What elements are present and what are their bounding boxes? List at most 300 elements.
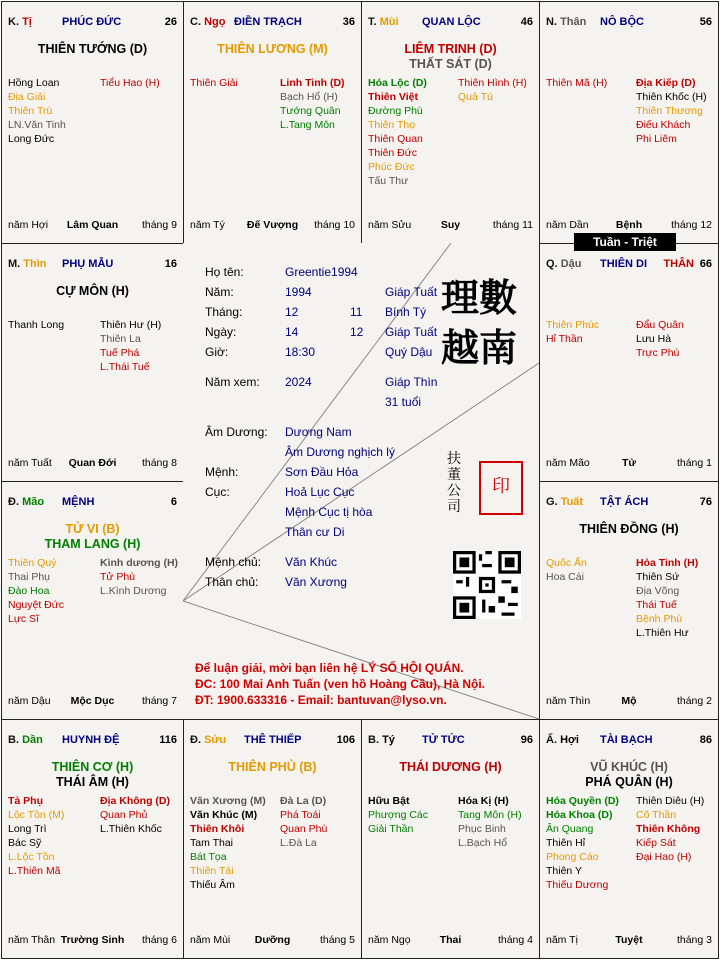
minor-star: Hóa Kị (H) <box>458 795 509 807</box>
minor-star: Địa Kiếp (D) <box>636 77 696 89</box>
contact-line-1: Để luận giải, mời bạn liên hệ LÝ SỐ HỘI QUÁN. <box>195 661 464 675</box>
minor-star: Đà La (D) <box>280 795 327 807</box>
footer-month: tháng 5 <box>319 934 355 946</box>
main-stars <box>2 284 183 299</box>
main-star: THAM LANG (H) <box>44 537 141 551</box>
footer-year: năm Sửu <box>368 219 412 231</box>
minor-star: Lưu Hà <box>636 333 672 345</box>
dai-han-number: 16 <box>164 258 177 270</box>
main-stars <box>2 42 183 57</box>
minor-star: Thiên Khôi <box>190 823 245 835</box>
than-chu-label: Thân chủ: <box>205 575 259 589</box>
minor-star: L.Đà La <box>280 837 317 849</box>
palace-footer <box>190 219 355 233</box>
chi: Thân <box>560 16 587 28</box>
ho-ten-value: Greentie1994 <box>285 265 358 279</box>
palace-header <box>546 734 712 748</box>
logo-subtitle: 扶董公司 <box>447 451 461 515</box>
can: Ấ. <box>546 734 557 746</box>
chi: Hợi <box>560 734 579 746</box>
tuoi-value: 31 tuổi <box>385 395 422 409</box>
palace-name: THIÊN DI <box>600 258 648 270</box>
cuc-label: Cục: <box>205 485 230 499</box>
footer-cycle: Suy <box>440 219 461 231</box>
footer-cycle: Tuyệt <box>615 934 643 946</box>
minor-star: Hóa Khoa (D) <box>546 809 613 821</box>
good-stars <box>546 794 619 892</box>
main-star: CỰ MÔN (H) <box>56 284 129 298</box>
minor-star: Giải Thần <box>368 823 414 835</box>
minor-star: Hồng Loan <box>8 77 60 89</box>
main-star: THẤT SÁT (D) <box>409 57 492 71</box>
minor-star: Trực Phù <box>636 347 680 359</box>
can: Q. <box>546 258 558 270</box>
palace-tuat[interactable] <box>539 481 719 720</box>
minor-star: Hóa Quyền (D) <box>546 795 619 807</box>
minor-star: Thiên Không <box>636 823 701 835</box>
can: B. <box>8 734 19 746</box>
dai-han-number: 36 <box>342 16 355 28</box>
menh-value: Sơn Đầu Hỏa <box>285 465 359 479</box>
good-stars <box>546 556 587 584</box>
palace-header <box>8 496 177 510</box>
minor-star: Phục Binh <box>458 823 506 835</box>
minor-star: Văn Khúc (M) <box>190 809 258 821</box>
palace-header <box>546 258 712 272</box>
minor-star: Văn Xương (M) <box>190 795 266 807</box>
palace-footer <box>368 219 533 233</box>
footer-month: tháng 8 <box>141 457 177 469</box>
minor-star: Thái Tuế <box>636 599 677 611</box>
cuc-relation: Mệnh Cục tị hòa <box>285 505 373 519</box>
ngay-duong-lich: 14 <box>285 325 299 339</box>
minor-star: L.Bạch Hổ <box>458 837 508 849</box>
main-star: LIÊM TRINH (D) <box>404 42 497 56</box>
cuc-value: Hoả Lục Cục <box>285 485 355 499</box>
palace-can-chi <box>190 16 225 28</box>
minor-star: Quan Phủ <box>100 809 148 821</box>
lyso-vietnam-logo: 理數越南 <box>440 275 517 370</box>
bad-stars <box>100 76 160 90</box>
main-stars <box>362 42 539 72</box>
ngay-can-chi: Giáp Tuất <box>385 325 438 339</box>
footer-month: tháng 4 <box>497 934 533 946</box>
palace-ti[interactable] <box>1 1 184 244</box>
minor-star: LN.Văn Tinh <box>8 119 66 131</box>
palace-header <box>546 16 712 30</box>
minor-star: Thiên Đức <box>368 147 418 159</box>
palace-mao[interactable] <box>1 481 184 720</box>
minor-star: Tả Phụ <box>8 795 44 807</box>
gio-can-chi: Quý Dậu <box>385 345 433 359</box>
main-star: THIÊN PHỦ (B) <box>228 760 317 774</box>
minor-star: L.Lộc Tồn <box>8 851 55 863</box>
thang-label: Tháng: <box>205 305 243 319</box>
dai-han-number: 116 <box>159 734 177 746</box>
minor-star: L.Kình Dương <box>100 585 167 597</box>
ngay-label: Ngày: <box>205 325 237 339</box>
minor-star: Thai Phụ <box>8 571 51 583</box>
footer-cycle: Đế Vượng <box>246 219 299 231</box>
minor-star: Hoa Cái <box>546 571 584 583</box>
can: G. <box>546 496 558 508</box>
minor-star: Hữu Bật <box>368 795 410 807</box>
minor-star: L.Thiên Khốc <box>100 823 162 835</box>
palace-name: HUYNH ĐỆ <box>62 734 120 746</box>
good-stars <box>546 318 599 346</box>
minor-star: Ân Quang <box>546 823 594 835</box>
minor-star: Tam Thai <box>190 837 233 849</box>
minor-star: Linh Tinh (D) <box>280 77 345 89</box>
am-duong-value: Dương Nam <box>285 425 352 439</box>
palace-can-chi <box>8 258 47 270</box>
main-star: THÁI ÂM (H) <box>56 775 129 789</box>
contact-phone-email[interactable]: ĐT: 1900.633316 - Email: bantuvan@lyso.vn. <box>195 693 447 707</box>
can: T. <box>368 16 377 28</box>
footer-year: năm Hợi <box>8 219 49 231</box>
ngay-am-lich: 12 <box>350 325 364 339</box>
footer-month: tháng 10 <box>314 219 355 231</box>
footer-cycle: Bệnh <box>615 219 643 231</box>
palace-header <box>190 16 355 30</box>
main-star: PHÁ QUÂN (H) <box>585 775 673 789</box>
minor-star: L.Thái Tuế <box>100 361 150 373</box>
bad-stars <box>458 794 522 850</box>
gio-label: Giờ: <box>205 345 229 359</box>
palace-can-chi <box>546 496 583 508</box>
minor-star: Bệnh Phù <box>636 613 683 625</box>
main-stars <box>2 760 183 790</box>
menh-label: Mệnh: <box>205 465 239 479</box>
footer-year: năm Dần <box>546 219 589 231</box>
minor-star: Thiên Trù <box>8 105 53 117</box>
minor-star: Thiên Quan <box>368 133 423 145</box>
main-star: THIÊN LƯƠNG (M) <box>217 42 328 56</box>
thang-am-lich: 11 <box>350 305 363 319</box>
footer-month: tháng 3 <box>676 934 712 946</box>
can: M. <box>8 258 21 270</box>
palace-footer <box>190 934 355 948</box>
palace-can-chi <box>8 496 44 508</box>
palace-can-chi <box>8 734 43 746</box>
qr-code-icon[interactable] <box>453 551 521 619</box>
good-stars <box>8 76 66 146</box>
thang-duong-lich: 12 <box>285 305 299 319</box>
chi: Dần <box>22 734 43 746</box>
minor-star: Thiên Quý <box>8 557 57 569</box>
minor-star: Thiên Thương <box>636 105 703 117</box>
minor-star: Đào Hoa <box>8 585 50 597</box>
minor-star: Thiên Mã (H) <box>546 77 608 89</box>
good-stars <box>8 556 64 626</box>
main-stars <box>184 42 361 57</box>
minor-star: Địa Võng <box>636 585 680 597</box>
chi: Mùi <box>379 16 399 28</box>
bad-stars <box>458 76 527 104</box>
good-stars <box>546 76 607 90</box>
chi: Dậu <box>560 258 582 270</box>
gio-value: 18:30 <box>285 345 316 359</box>
bad-stars <box>636 318 684 360</box>
minor-star: Thiên Hư (H) <box>100 319 162 331</box>
minor-star: Bác Sỹ <box>8 837 42 849</box>
palace-header <box>8 258 177 272</box>
good-stars <box>190 794 266 892</box>
main-stars <box>540 522 718 537</box>
minor-star: Thiên Khốc (H) <box>636 91 707 103</box>
than-marker: THÂN <box>663 258 694 270</box>
minor-star: Thiên Hình (H) <box>458 77 527 89</box>
palace-can-chi <box>190 734 226 746</box>
minor-star: Quốc Ấn <box>546 557 587 569</box>
minor-star: Kình dương (H) <box>100 557 179 569</box>
minor-star: Thiên Phúc <box>546 319 600 331</box>
can: B. <box>368 734 379 746</box>
good-stars <box>368 794 428 836</box>
good-stars <box>8 794 64 878</box>
footer-month: tháng 9 <box>141 219 177 231</box>
footer-month: tháng 12 <box>671 219 712 231</box>
footer-year: năm Tị <box>546 934 578 946</box>
good-stars <box>8 318 64 332</box>
main-stars <box>362 760 539 775</box>
palace-name: TÀI BẠCH <box>600 734 653 746</box>
palace-name: PHÚC ĐỨC <box>62 16 122 28</box>
minor-star: Thiên Tài <box>190 865 234 877</box>
footer-year: năm Thân <box>8 934 56 946</box>
palace-can-chi <box>546 16 586 28</box>
palace-name: NÔ BỘC <box>600 16 644 28</box>
than-chu-value: Văn Xương <box>285 575 347 589</box>
chi: Thìn <box>23 258 47 270</box>
minor-star: Lực Sĩ <box>8 613 39 625</box>
minor-star: Phá Toái <box>280 809 321 821</box>
contact-address: ĐC: 100 Mai Anh Tuấn (ven hồ Hoàng Cầu), Hà Nội. <box>195 677 486 691</box>
minor-star: L.Tang Môn <box>280 119 335 131</box>
minor-star: Tướng Quân <box>280 105 341 117</box>
footer-cycle: Tử <box>621 457 637 469</box>
tu-vi-chart <box>1 1 719 959</box>
footer-year: năm Tý <box>190 219 225 231</box>
footer-cycle: Trường Sinh <box>60 934 125 946</box>
palace-can-chi <box>546 734 579 746</box>
am-duong-label: Âm Dương: <box>205 425 268 439</box>
minor-star: Thiên Hỉ <box>546 837 586 849</box>
minor-star: Địa Không (D) <box>100 795 170 807</box>
menh-chu-label: Mệnh chủ: <box>205 555 262 569</box>
dai-han-number: 26 <box>164 16 177 28</box>
palace-header <box>546 496 712 510</box>
minor-star: Đẩu Quân <box>636 319 684 331</box>
bad-stars <box>280 76 345 132</box>
chi: Tuất <box>560 496 584 508</box>
footer-cycle: Mộc Dục <box>70 695 115 707</box>
dai-han-number: 6 <box>170 496 177 508</box>
nam-xem-can-chi: Giáp Thìn <box>385 375 438 389</box>
can: Đ. <box>8 496 19 508</box>
main-star: TỬ VI (B) <box>65 522 120 536</box>
minor-star: Thiếu Âm <box>190 879 235 891</box>
bad-stars <box>636 76 707 146</box>
palace-hoi[interactable] <box>539 719 719 959</box>
can: Đ. <box>190 734 201 746</box>
footer-cycle: Quan Đới <box>68 457 117 469</box>
minor-star: Long Đức <box>8 133 55 145</box>
footer-month: tháng 11 <box>492 219 533 231</box>
dai-han-number: 96 <box>520 734 533 746</box>
chi: Tị <box>22 16 32 28</box>
palace-footer <box>546 219 712 233</box>
main-stars <box>2 522 183 552</box>
minor-star: Thiên Việt <box>368 91 418 103</box>
minor-star: Điếu Khách <box>636 119 691 131</box>
nam-label: Năm: <box>205 285 234 299</box>
palace-thin[interactable] <box>1 243 184 482</box>
good-stars <box>190 76 238 90</box>
footer-year: năm Tuất <box>8 457 52 469</box>
palace-footer <box>546 695 712 709</box>
menh-chu-value: Văn Khúc <box>285 555 338 569</box>
footer-month: tháng 2 <box>676 695 712 707</box>
bad-stars <box>636 794 704 864</box>
nam-xem-value: 2024 <box>285 375 312 389</box>
palace-name: THÊ THIẾP <box>244 734 302 746</box>
minor-star: Hỏa Tinh (H) <box>636 557 699 569</box>
nam-xem-label: Năm xem: <box>205 375 260 389</box>
minor-star: Phượng Các <box>368 809 429 821</box>
palace-footer <box>368 934 533 948</box>
minor-star: Tấu Thư <box>368 175 409 187</box>
footer-year: năm Ngọ <box>368 934 411 946</box>
minor-star: Kiếp Sát <box>636 837 676 849</box>
palace-footer <box>8 695 177 709</box>
palace-header <box>8 16 177 30</box>
palace-ty[interactable] <box>361 719 540 959</box>
chi: Tý <box>382 734 395 746</box>
chi: Mão <box>22 496 45 508</box>
can: K. <box>8 16 19 28</box>
palace-can-chi <box>368 16 399 28</box>
bad-stars <box>280 794 327 850</box>
red-seal-stamp: 印 <box>479 461 523 515</box>
minor-star: Hóa Lộc (D) <box>368 77 427 89</box>
footer-month: tháng 6 <box>141 934 177 946</box>
minor-star: Thiếu Dương <box>546 879 609 891</box>
bad-stars <box>636 556 698 640</box>
footer-year: năm Thìn <box>546 695 591 707</box>
minor-star: Long Trì <box>8 823 47 835</box>
minor-star: Tuế Phá <box>100 347 140 359</box>
footer-year: năm Dậu <box>8 695 51 707</box>
dai-han-number: 76 <box>699 496 712 508</box>
footer-cycle: Mộ <box>621 695 637 707</box>
thang-can-chi: Bính Tý <box>385 305 427 319</box>
minor-star: L.Thiên Hư <box>636 627 689 639</box>
minor-star: L.Thiên Mã <box>8 865 61 877</box>
palace-footer <box>546 457 712 471</box>
main-star: THIÊN CƠ (H) <box>51 760 134 774</box>
main-star: THIÊN TƯỚNG (D) <box>37 42 148 56</box>
minor-star: Thiên Giải <box>190 77 238 89</box>
minor-star: Thiên Thọ <box>368 119 416 131</box>
footer-cycle: Lâm Quan <box>66 219 119 231</box>
footer-cycle: Thai <box>439 934 462 946</box>
palace-footer <box>8 457 177 471</box>
minor-star: Thanh Long <box>8 319 65 331</box>
main-star: THÁI DƯƠNG (H) <box>399 760 502 774</box>
minor-star: Lộc Tồn (M) <box>8 809 65 821</box>
palace-can-chi <box>546 258 581 270</box>
palace-name: PHỤ MẪU <box>62 258 114 270</box>
dai-han-number: 56 <box>699 16 712 28</box>
minor-star: Cô Thần <box>636 809 677 821</box>
footer-month: tháng 7 <box>141 695 177 707</box>
dai-han-number: 66 <box>699 258 712 270</box>
palace-mui[interactable] <box>361 1 540 244</box>
main-stars <box>184 760 361 775</box>
minor-star: Bát Tọa <box>190 851 227 863</box>
nam-can-chi: Giáp Tuất <box>385 285 438 299</box>
minor-star: Tử Phù <box>100 571 136 583</box>
minor-star: Phúc Đức <box>368 161 415 173</box>
minor-star: Quả Tú <box>458 91 493 103</box>
than-cu: Thân cư Di <box>285 525 345 539</box>
minor-star: Nguyệt Đức <box>8 599 65 611</box>
main-stars <box>540 760 718 790</box>
palace-dan[interactable] <box>1 719 184 959</box>
bad-stars <box>100 794 170 836</box>
dai-han-number: 46 <box>520 16 533 28</box>
main-star: THIÊN ĐỒNG (H) <box>579 522 679 536</box>
minor-star: Thiên Diêu (H) <box>636 795 705 807</box>
palace-header <box>368 16 533 30</box>
minor-star: Thiên Sứ <box>636 571 680 583</box>
palace-than[interactable] <box>539 1 719 244</box>
tuan-triet-badge: Tuần - Triệt <box>574 233 676 251</box>
bad-stars <box>100 318 161 374</box>
minor-star: Tang Môn (H) <box>458 809 522 821</box>
can: C. <box>190 16 201 28</box>
palace-header <box>8 734 177 748</box>
can: N. <box>546 16 557 28</box>
palace-header <box>190 734 355 748</box>
footer-year: năm Mão <box>546 457 590 469</box>
nam-value: 1994 <box>285 285 312 299</box>
palace-suu[interactable] <box>183 719 362 959</box>
minor-star: Phi Liêm <box>636 133 677 145</box>
palace-footer <box>546 934 712 948</box>
minor-star: Quan Phù <box>280 823 328 835</box>
minor-star: Bạch Hổ (H) <box>280 91 338 103</box>
footer-month: tháng 1 <box>676 457 712 469</box>
footer-cycle: Dưỡng <box>254 934 291 946</box>
minor-star: Phong Cáo <box>546 851 599 863</box>
palace-ngo[interactable] <box>183 1 362 244</box>
chi: Sửu <box>204 734 227 746</box>
palace-can-chi <box>368 734 395 746</box>
main-star: VŨ KHÚC (H) <box>590 760 668 774</box>
ho-ten-label: Họ tên: <box>205 265 244 279</box>
palace-dau[interactable] <box>539 243 719 482</box>
minor-star: Đường Phù <box>368 105 423 117</box>
minor-star: Đại Hao (H) <box>636 851 692 863</box>
dai-han-number: 86 <box>699 734 712 746</box>
palace-name: TẬT ÁCH <box>600 496 649 508</box>
minor-star: Thiên La <box>100 333 141 345</box>
palace-header <box>368 734 533 748</box>
palace-can-chi <box>8 16 32 28</box>
palace-name: TỬ TỨC <box>422 734 465 746</box>
